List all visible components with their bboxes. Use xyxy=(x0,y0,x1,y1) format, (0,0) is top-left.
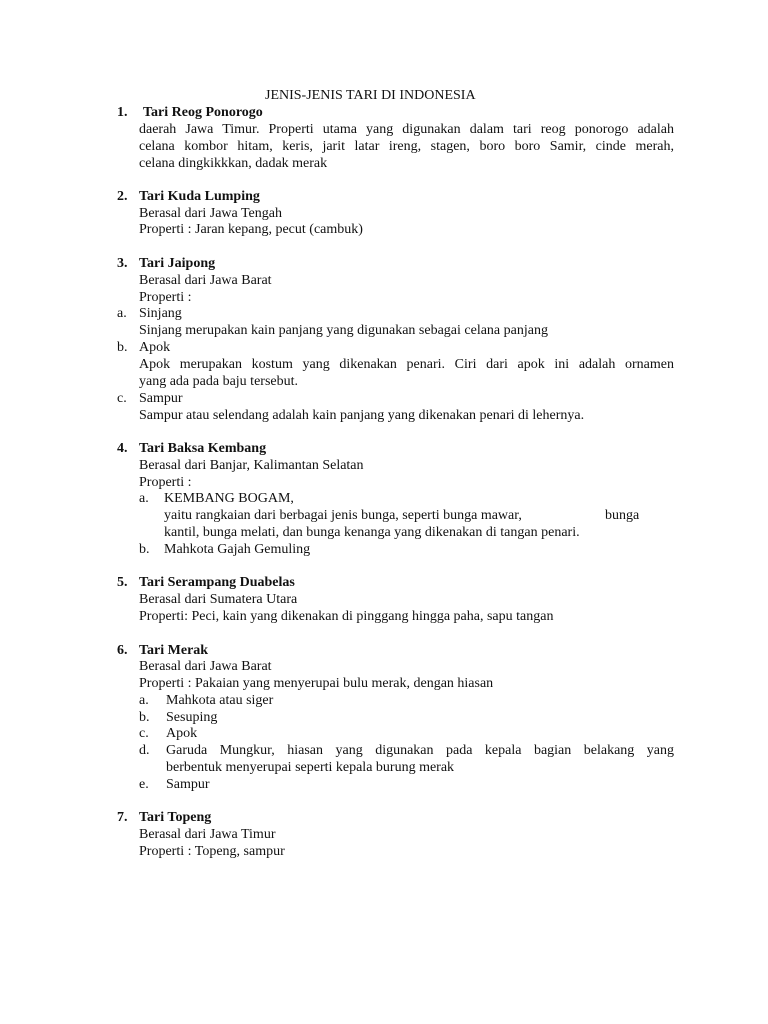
paragraph-line: Properti : Jaran kepang, pecut (cambuk) xyxy=(139,222,363,237)
paragraph-line: bunga xyxy=(605,508,640,523)
list-item: Sesuping xyxy=(166,710,218,725)
section-number: 7. xyxy=(117,810,128,825)
section-heading: Tari Topeng xyxy=(139,810,212,825)
paragraph-line: Properti : Topeng, sampur xyxy=(139,844,285,859)
paragraph-line: kantil, bunga melati, dan bunga kenanga yang dikenakan di tangan penari. xyxy=(164,525,580,540)
list-marker: b. xyxy=(139,542,150,557)
paragraph-line: yang ada pada baju tersebut. xyxy=(139,374,298,389)
paragraph-line: Properti : xyxy=(139,290,192,305)
section-number: 1. xyxy=(117,105,128,120)
section-number: 4. xyxy=(117,441,128,456)
paragraph-line: Berasal dari Jawa Barat xyxy=(139,273,272,288)
section-number: 6. xyxy=(117,643,128,658)
paragraph-line: celana dingkikkkan, dadak merak xyxy=(139,156,328,171)
paragraph-line: Berasal dari Sumatera Utara xyxy=(139,592,298,607)
list-marker: d. xyxy=(139,743,150,758)
paragraph-line: celana kombor hitam, keris, jarit latar ireng, stagen, boro boro Samir, cinde merah, xyxy=(139,139,674,154)
paragraph-line: Properti : xyxy=(139,475,192,490)
paragraph-line: Berasal dari Jawa Tengah xyxy=(139,206,282,221)
list-marker: a. xyxy=(139,491,149,506)
section-number: 5. xyxy=(117,575,128,590)
section-heading: Tari Baksa Kembang xyxy=(139,441,267,456)
section-heading: Tari Jaipong xyxy=(139,256,216,271)
paragraph-line: Sinjang merupakan kain panjang yang digunakan sebagai celana panjang xyxy=(139,323,548,338)
list-marker: c. xyxy=(117,391,127,406)
section-number: 3. xyxy=(117,256,128,271)
section-heading: Tari Merak xyxy=(139,643,209,658)
paragraph-line: berbentuk menyerupai seperti kepala burung merak xyxy=(166,760,455,775)
list-marker: a. xyxy=(139,693,149,708)
list-marker: b. xyxy=(139,710,150,725)
paragraph-line: yaitu rangkaian dari berbagai jenis bunga, seperti bunga mawar, xyxy=(164,508,522,523)
section-number: 2. xyxy=(117,189,128,204)
list-item: Apok xyxy=(166,726,198,741)
paragraph-line: Berasal dari Jawa Barat xyxy=(139,659,272,674)
section-heading: Tari Reog Ponorogo xyxy=(143,105,263,120)
list-item: KEMBANG BOGAM, xyxy=(164,491,294,506)
list-marker: b. xyxy=(117,340,128,355)
paragraph-line: Apok merupakan kostum yang dikenakan penari. Ciri dari apok ini adalah ornamen xyxy=(139,357,674,372)
list-item: Mahkota atau siger xyxy=(166,693,274,708)
list-marker: e. xyxy=(139,777,149,792)
list-item: Sampur xyxy=(139,391,183,406)
list-item: Apok xyxy=(139,340,171,355)
list-marker: a. xyxy=(117,306,127,321)
list-item: Garuda Mungkur, hiasan yang digunakan pada kepala bagian belakang yang xyxy=(166,743,674,758)
list-item: Sinjang xyxy=(139,306,182,321)
list-marker: c. xyxy=(139,726,149,741)
list-item: Mahkota Gajah Gemuling xyxy=(164,542,311,557)
section-heading: Tari Kuda Lumping xyxy=(139,189,260,204)
paragraph-line: Berasal dari Banjar, Kalimantan Selatan xyxy=(139,458,364,473)
paragraph-line: Properti : Pakaian yang menyerupai bulu merak, dengan hiasan xyxy=(139,676,494,691)
paragraph-line: Sampur atau selendang adalah kain panjang yang dikenakan penari di lehernya. xyxy=(139,408,585,423)
list-item: Sampur xyxy=(166,777,210,792)
paragraph-line: Properti: Peci, kain yang dikenakan di pinggang hingga paha, sapu tangan xyxy=(139,609,554,624)
page-title: JENIS-JENIS TARI DI INDONESIA xyxy=(265,88,476,103)
paragraph-line: Berasal dari Jawa Timur xyxy=(139,827,276,842)
section-heading: Tari Serampang Duabelas xyxy=(139,575,295,590)
paragraph-line: daerah Jawa Timur. Properti utama yang digunakan dalam tari reog ponorogo adalah xyxy=(139,122,674,137)
